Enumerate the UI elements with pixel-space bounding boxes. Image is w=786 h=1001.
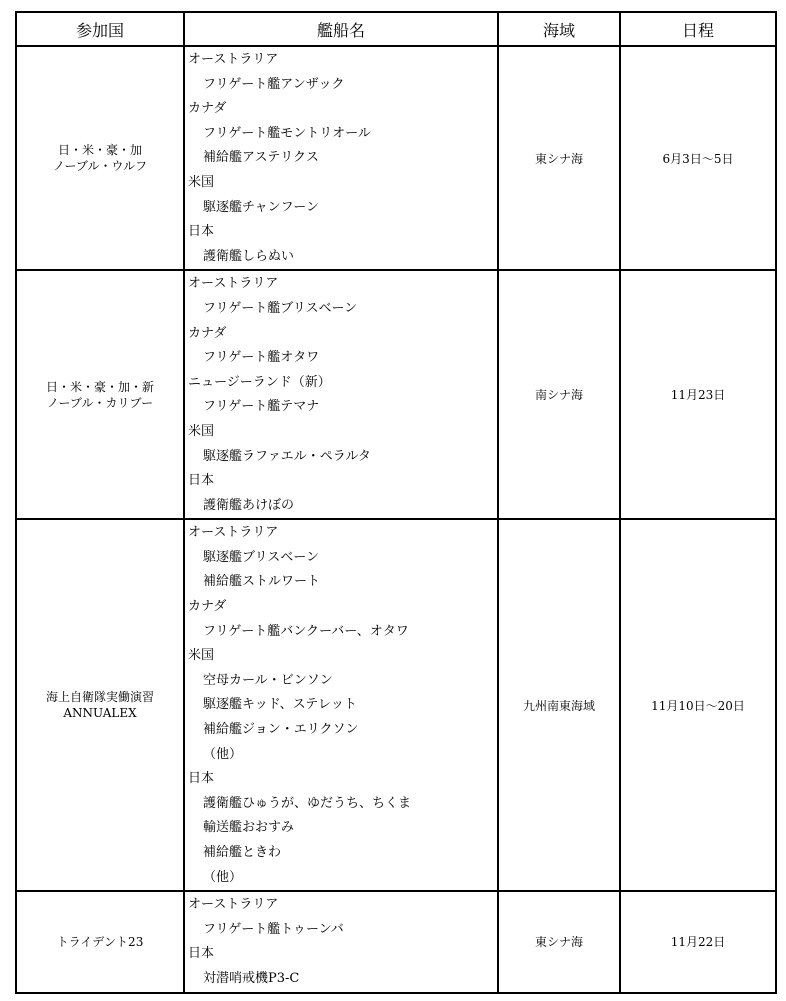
ship-line: カナダ	[188, 325, 227, 341]
ship-line: 駆逐艦ブリスベーン	[203, 549, 319, 565]
ship-line: 日本	[188, 473, 215, 489]
header-schedule: 日程	[620, 12, 776, 46]
ship-line: カナダ	[188, 101, 227, 117]
schedule-cell: 11月22日	[620, 891, 776, 992]
ship-line: フリゲート艦テマナ	[203, 399, 320, 415]
header-ships: 艦船名	[184, 12, 498, 46]
ship-line: 米国	[188, 174, 215, 190]
ship-line: オーストラリア	[188, 897, 279, 913]
area-cell: 南シナ海	[498, 270, 620, 519]
ship-line: 日本	[188, 946, 215, 962]
ship-line: フリゲート艦ブリスベーン	[203, 300, 358, 316]
ship-line: 日本	[188, 224, 215, 240]
ship-line: 補給艦ときわ	[203, 845, 282, 860]
ship-line: フリゲート艦アンザック	[203, 76, 345, 92]
ship-line: 対潜哨戒機P3-C	[203, 970, 300, 986]
country-line: トライデント23	[56, 934, 144, 949]
country-line: 海上自衛隊実働演習	[45, 690, 154, 705]
ship-line: カナダ	[188, 599, 227, 615]
ships-cell	[184, 270, 498, 519]
ship-line: 米国	[188, 648, 215, 664]
ship-line: 補給艦アステリクス	[203, 150, 319, 166]
country-line: ANNUALEX	[63, 706, 137, 721]
ships-cell	[184, 519, 498, 891]
country-cell	[16, 891, 184, 992]
ship-line: 護衛艦あけぼの	[203, 497, 295, 513]
ship-line: フリゲート艦バンクーバー、オタワ	[203, 623, 409, 639]
table-row	[16, 270, 776, 519]
ship-line: フリゲート艦モントリオール	[203, 125, 371, 141]
ship-line: 輸送艦おおすみ	[203, 820, 295, 836]
ship-line: 駆逐艦ラファエル・ペラルタ	[203, 448, 371, 464]
ship-line: 米国	[188, 423, 215, 439]
ship-line: （他）	[203, 746, 243, 762]
ship-line: 補給艦ストルワート	[203, 574, 321, 590]
ship-line: （他）	[203, 869, 243, 885]
header-row	[16, 12, 776, 46]
exercise-table	[15, 11, 777, 994]
header-area: 海域	[498, 12, 620, 46]
ship-line: 補給艦ジョン・エリクソン	[203, 722, 359, 738]
table-row	[16, 519, 776, 891]
ship-line: 護衛艦しらぬい	[203, 248, 295, 264]
country-line: 日・米・豪・加	[57, 143, 142, 158]
ships-cell	[184, 891, 498, 992]
area-cell: 東シナ海	[498, 891, 620, 992]
ship-line: フリゲート艦トゥーンバ	[203, 921, 344, 937]
ship-line: 空母カール・ビンソン	[203, 672, 333, 688]
ship-line: ニュージーランド（新）	[188, 374, 331, 390]
country-cell	[16, 46, 184, 270]
schedule-cell: 11月23日	[620, 270, 776, 519]
country-cell	[16, 519, 184, 891]
ship-line: 日本	[188, 771, 215, 787]
table-row	[16, 891, 776, 992]
ship-line: 駆逐艦キッド、ステレット	[203, 697, 357, 713]
header-country: 参加国	[16, 12, 184, 46]
ship-line: オーストラリア	[188, 276, 279, 292]
ship-line: 護衛艦ひゅうが、ゆだうち、ちくま	[203, 795, 412, 811]
ship-line: オーストラリア	[188, 52, 279, 67]
area-cell: 東シナ海	[498, 46, 620, 270]
country-line: 日・米・豪・加・新	[45, 379, 154, 394]
country-line: ノーブル・カリブー	[46, 395, 154, 410]
schedule-cell: 6月3日～5日	[620, 46, 776, 270]
ships-cell	[184, 46, 498, 270]
country-cell	[16, 270, 184, 519]
schedule-cell: 11月10日～20日	[620, 519, 776, 891]
ship-line: 駆逐艦チャンフーン	[203, 199, 319, 215]
country-line: ノーブル・ウルフ	[52, 159, 148, 174]
table-row	[16, 46, 776, 270]
ship-line: フリゲート艦オタワ	[203, 350, 320, 366]
area-cell: 九州南東海域	[498, 519, 620, 891]
ship-line: オーストラリア	[188, 525, 279, 541]
